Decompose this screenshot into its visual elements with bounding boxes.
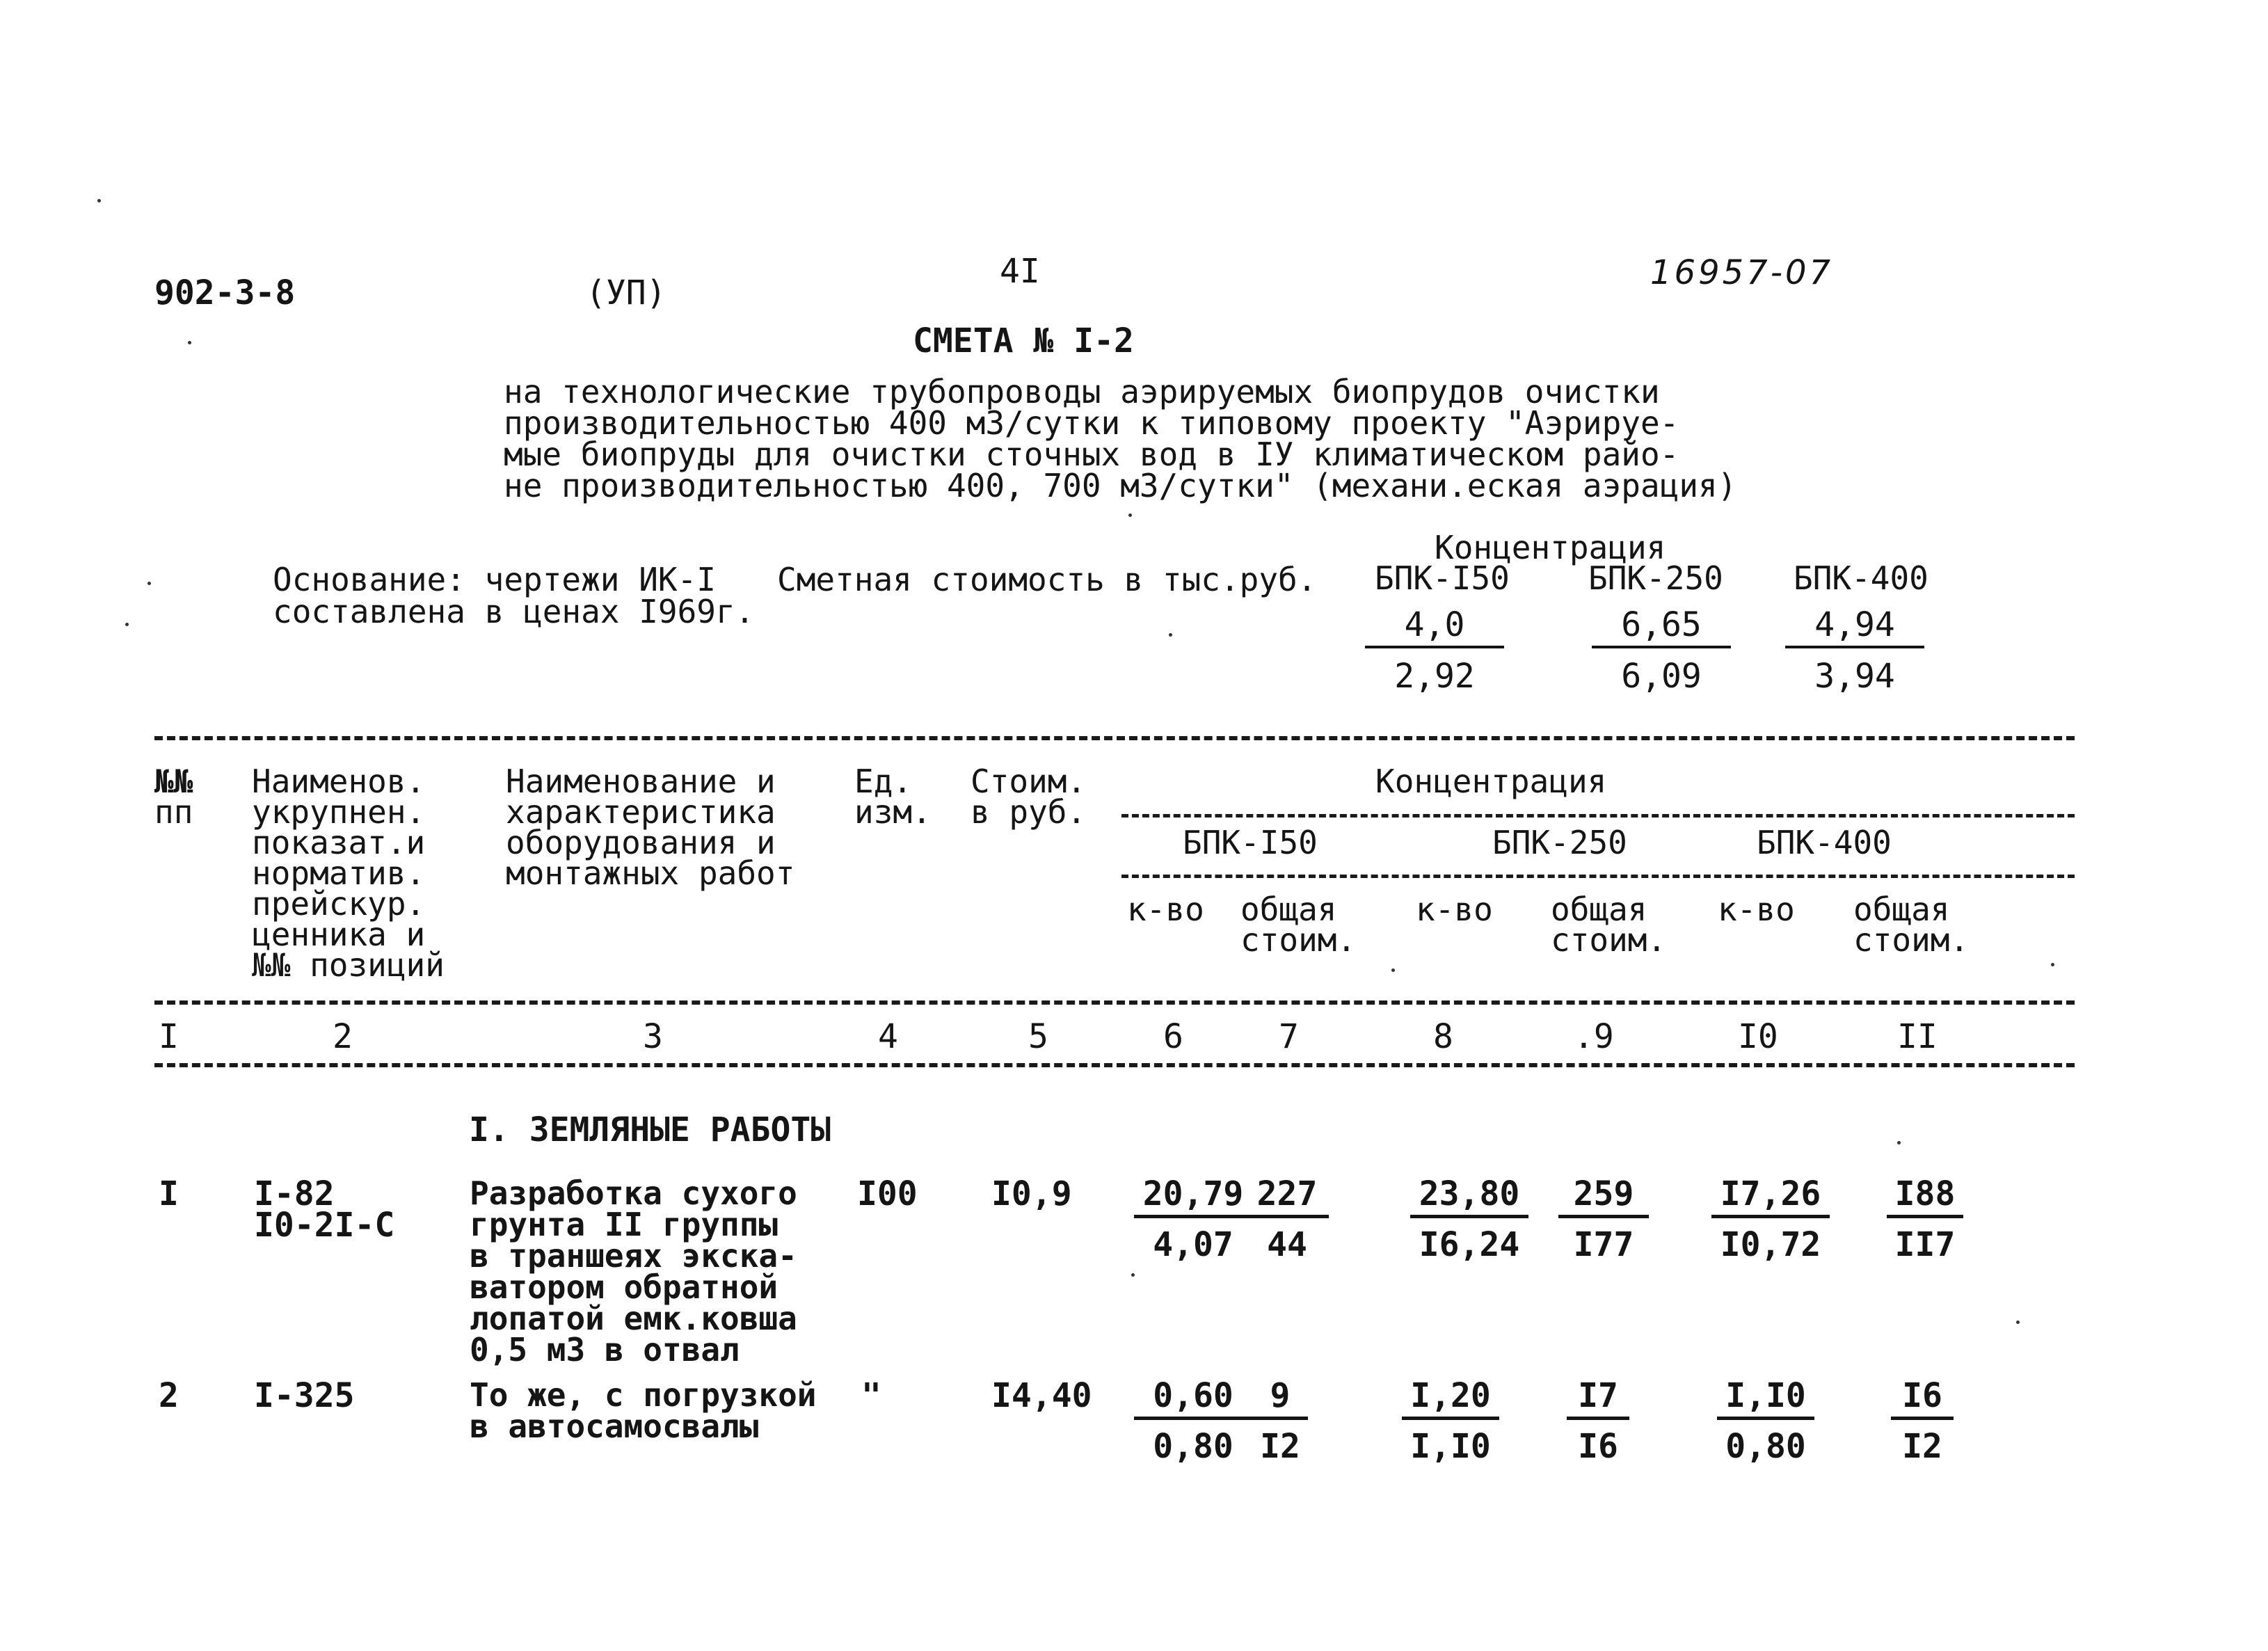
value-bottom: I0,72 <box>1720 1225 1821 1264</box>
row-unit: I00 <box>857 1174 918 1213</box>
row-description: То же, с погрузкой <box>470 1376 817 1414</box>
value-top: 227 <box>1245 1177 1329 1218</box>
value-fraction <box>1134 1376 1252 1466</box>
subtitle-line: производительностью 400 м3/сутки к типовому проекту "Аэрируе- <box>504 404 1679 442</box>
row-number: 2 <box>159 1376 179 1415</box>
value-bottom: 44 <box>1267 1225 1307 1264</box>
row-description: ватором обратной <box>470 1268 778 1306</box>
header-qty: к-во <box>1127 891 1204 928</box>
scan-speck <box>188 341 191 344</box>
column-number: 6 <box>1163 1017 1183 1056</box>
basis-line-1: Основание: чертежи ИК-I <box>273 561 716 598</box>
header-group: БПК-400 <box>1757 824 1892 861</box>
scan-speck <box>2016 1321 2020 1324</box>
column-numbers-rule <box>154 1063 2075 1067</box>
scan-speck <box>1391 968 1395 972</box>
subtitle-line: на технологические трубопроводы аэрируемых биопрудов очистки <box>504 373 1660 410</box>
header-col5: Стоим. <box>971 763 1087 800</box>
row-price: I4,40 <box>991 1376 1092 1415</box>
document-number: 902-3-8 <box>154 273 296 312</box>
header-bottom-rule <box>154 1000 2075 1005</box>
header-group: БПК-I50 <box>1183 824 1318 861</box>
column-number: 8 <box>1433 1017 1453 1056</box>
value-fraction <box>1245 1174 1329 1264</box>
header-group: БПК-250 <box>1492 824 1627 861</box>
scan-speck <box>1169 633 1172 637</box>
header-total: общая <box>1551 891 1647 928</box>
row-description: 0,5 м3 в отвал <box>470 1331 740 1369</box>
header-qty: к-во <box>1718 891 1795 928</box>
header-col1: №№ <box>154 763 193 800</box>
value-top: 23,80 <box>1410 1177 1528 1218</box>
scan-speck <box>97 199 101 202</box>
group-rule <box>1121 875 2075 878</box>
scan-speck <box>2051 963 2054 966</box>
header-col2: Наименов. <box>252 763 426 800</box>
header-total: стоим. <box>1240 921 1357 959</box>
row-description: лопатой емк.ковша <box>470 1300 797 1337</box>
value-fraction <box>1134 1174 1252 1264</box>
variant-cost-bottom: 6,09 <box>1621 657 1702 696</box>
header-col5: в руб. <box>971 793 1087 831</box>
header-col3: монтажных работ <box>506 854 795 892</box>
header-col2: ценника и <box>252 916 426 953</box>
row-price: I0,9 <box>991 1174 1072 1213</box>
variant-cost <box>1365 605 1504 696</box>
row-code: I-82 <box>254 1174 335 1213</box>
variant-cost-top: 4,94 <box>1785 608 1924 648</box>
variant-cost-bottom: 2,92 <box>1394 657 1475 696</box>
value-bottom: I,I0 <box>1410 1427 1491 1466</box>
header-col2: норматив. <box>252 854 426 892</box>
page-title: СМЕТА № I-2 <box>913 321 1134 360</box>
value-bottom: I77 <box>1573 1225 1634 1264</box>
value-bottom: I6,24 <box>1419 1225 1520 1264</box>
header-concentration: Концентрация <box>1375 763 1607 800</box>
cost-label: Сметная стоимость в тыс.руб. <box>777 561 1317 598</box>
concentration-rule <box>1121 814 2075 817</box>
subtitle-line: мые биопруды для очистки сточных вод в IУ климатическом райо- <box>504 436 1679 473</box>
header-total: стоим. <box>1853 921 1970 959</box>
concentration-label: Концентрация <box>1435 529 1666 566</box>
value-fraction <box>1252 1376 1308 1466</box>
row-description: Разработка сухого <box>470 1174 797 1212</box>
header-qty: к-во <box>1416 891 1493 928</box>
row-number: I <box>159 1174 179 1213</box>
variant-name: БПК-400 <box>1794 559 1928 597</box>
header-col3: характеристика <box>506 793 776 831</box>
value-bottom: I6 <box>1578 1427 1618 1466</box>
value-top: 9 <box>1252 1379 1308 1420</box>
value-top: I7,26 <box>1711 1177 1830 1218</box>
header-col3: оборудования и <box>506 824 776 861</box>
header-col2: укрупнен. <box>252 793 426 831</box>
value-fraction <box>1717 1376 1814 1466</box>
row-code: I-325 <box>254 1376 355 1415</box>
variant-name: БПК-250 <box>1588 559 1723 597</box>
value-top: I,20 <box>1402 1379 1499 1420</box>
scan-speck <box>1128 513 1132 517</box>
value-top: 20,79 <box>1134 1177 1252 1218</box>
value-bottom: II7 <box>1894 1225 1956 1264</box>
value-fraction <box>1567 1376 1629 1466</box>
scan-speck <box>1131 1273 1135 1277</box>
header-total: общая <box>1240 891 1337 928</box>
row-description: в автосамосвалы <box>470 1407 759 1445</box>
header-col4: Ед. <box>854 763 913 800</box>
page-number: 4I <box>1000 252 1040 291</box>
value-bottom: I2 <box>1260 1427 1300 1466</box>
column-number: 4 <box>878 1017 898 1056</box>
scan-speck <box>125 623 129 626</box>
column-number: I0 <box>1738 1017 1778 1056</box>
value-top: 0,60 <box>1134 1379 1252 1420</box>
value-fraction <box>1887 1174 1963 1264</box>
header-col4: изм. <box>854 793 932 831</box>
column-number: I <box>159 1017 179 1056</box>
subtitle-line: не производительностью 400, 700 м3/сутки" (механи.еская аэрация) <box>504 467 1737 504</box>
value-fraction <box>1410 1174 1528 1264</box>
header-col2: прейскур. <box>252 885 426 923</box>
column-number: 2 <box>333 1017 353 1056</box>
value-top: I6 <box>1891 1379 1954 1420</box>
value-bottom: 4,07 <box>1153 1225 1233 1264</box>
variant-name: БПК-I50 <box>1375 559 1510 597</box>
header-col1: пп <box>154 793 193 831</box>
value-top: I,I0 <box>1717 1379 1814 1420</box>
scan-speck <box>147 582 151 585</box>
section-title: I. ЗЕМЛЯНЫЕ РАБОТЫ <box>469 1110 831 1149</box>
row-code: I0-2I-С <box>254 1206 395 1245</box>
value-fraction <box>1711 1174 1830 1264</box>
basis-line-2: составлена в ценах I969г. <box>273 593 755 630</box>
row-unit: " <box>861 1376 881 1415</box>
header-total: общая <box>1853 891 1950 928</box>
variant-cost-bottom: 3,94 <box>1814 657 1895 696</box>
variant-cost-top: 4,0 <box>1365 608 1504 648</box>
column-number: 5 <box>1028 1017 1048 1056</box>
value-bottom: 0,80 <box>1153 1427 1233 1466</box>
column-number: 7 <box>1279 1017 1299 1056</box>
value-fraction <box>1891 1376 1954 1466</box>
header-col3: Наименование и <box>506 763 776 800</box>
table-top-rule <box>154 736 2075 740</box>
header-col2: показат.и <box>252 824 426 861</box>
value-fraction <box>1558 1174 1649 1264</box>
value-top: I88 <box>1887 1177 1963 1218</box>
value-bottom: I2 <box>1902 1427 1942 1466</box>
variant-cost <box>1785 605 1924 696</box>
column-number: II <box>1897 1017 1938 1056</box>
value-bottom: 0,80 <box>1725 1427 1806 1466</box>
value-top: I7 <box>1567 1379 1629 1420</box>
variant-cost-top: 6,65 <box>1592 608 1731 648</box>
column-number: 3 <box>643 1017 663 1056</box>
header-col2: №№ позиций <box>252 946 445 984</box>
column-number: .9 <box>1574 1017 1614 1056</box>
type-label: (УП) <box>586 273 666 312</box>
value-fraction <box>1402 1376 1499 1466</box>
header-total: стоим. <box>1551 921 1667 959</box>
archive-code: 16957-07 <box>1650 253 1834 292</box>
variant-cost <box>1592 605 1731 696</box>
row-description: грунта II группы <box>470 1206 778 1243</box>
value-top: 259 <box>1558 1177 1649 1218</box>
scan-speck <box>1897 1141 1901 1144</box>
row-description: в траншеях экска- <box>470 1237 797 1275</box>
